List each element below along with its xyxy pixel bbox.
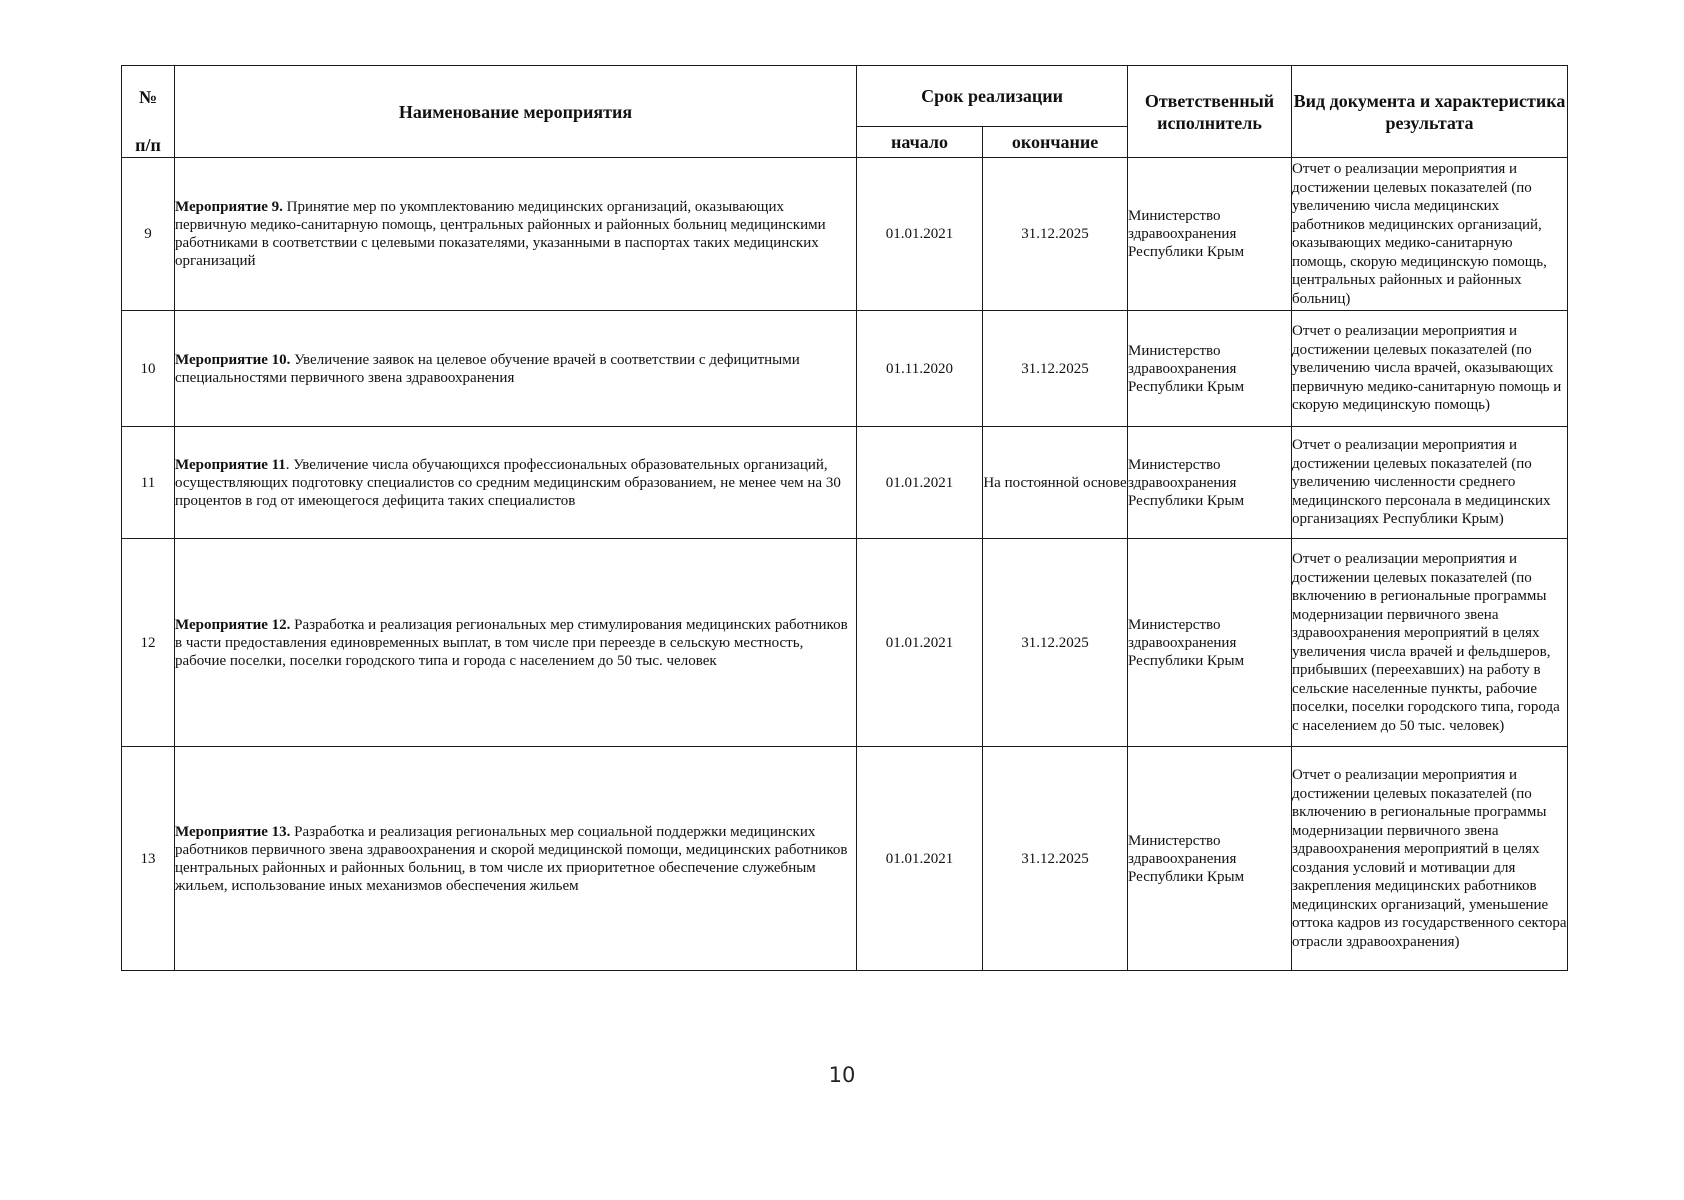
table-row bbox=[122, 747, 1568, 971]
table-row bbox=[122, 311, 1568, 427]
table-row bbox=[122, 539, 1568, 747]
activity-description bbox=[175, 158, 857, 311]
result-description: Отчет о реализации мероприятия и достижении целевых показателей (по увеличению числа врачей, оказывающих первичную медико-санитарную помощь и скорую медицинскую помощь) bbox=[1292, 311, 1568, 427]
executor: Министерство здравоохранения Республики Крым bbox=[1128, 747, 1292, 971]
result-description: Отчет о реализации мероприятия и достижении целевых показателей (по включению в региональные программы модернизации первичного звена здравоохранения мероприятий в целях создания условий и мотивации для закрепления медицинских работников медицинских организаций, уменьшение оттока кадров из государственного сектора отрасли здравоохранения) bbox=[1292, 747, 1568, 971]
row-number: 12 bbox=[122, 539, 175, 747]
activity-text: . Увеличение числа обучающихся профессиональных образовательных организаций, осуществляющих подготовку специалистов со средним медицинским образованием, не менее чем на 30 процентов в год от имеющегося дефицита таких специалистов bbox=[175, 456, 841, 509]
activity-description bbox=[175, 427, 857, 539]
activities-table bbox=[121, 65, 1568, 971]
activity-title: Мероприятие 13. bbox=[175, 823, 291, 840]
header-start: начало bbox=[857, 127, 983, 158]
page-number: 10 bbox=[828, 1063, 856, 1087]
header-result: Вид документа и характеристика результата bbox=[1292, 66, 1568, 158]
header-end: окончание bbox=[983, 127, 1128, 158]
result-description: Отчет о реализации мероприятия и достижении целевых показателей (по увеличению численности среднего медицинского персонала в медицинских организациях Республики Крым) bbox=[1292, 427, 1568, 539]
result-description: Отчет о реализации мероприятия и достижении целевых показателей (по включению в региональные программы модернизации первичного звена здравоохранения мероприятий в целях увеличения числа врачей и фельдшеров, прибывших (переехавших) на работу в сельские населенные пункты, рабочие поселки, поселки городского типа, города с населением до 50 тыс. человек) bbox=[1292, 539, 1568, 747]
activity-description bbox=[175, 539, 857, 747]
start-date: 01.01.2021 bbox=[857, 539, 983, 747]
executor: Министерство здравоохранения Республики Крым bbox=[1128, 158, 1292, 311]
activity-text: Увеличение заявок на целевое обучение врачей в соответствии с дефицитными специальностями первичного звена здравоохранения bbox=[175, 351, 800, 386]
executor: Министерство здравоохранения Республики Крым bbox=[1128, 539, 1292, 747]
row-number: 11 bbox=[122, 427, 175, 539]
end-date: 31.12.2025 bbox=[983, 539, 1128, 747]
start-date: 01.01.2021 bbox=[857, 747, 983, 971]
end-date: На постоянной основе bbox=[983, 427, 1128, 539]
table-row bbox=[122, 158, 1568, 311]
header-number-symbol: № bbox=[138, 86, 158, 107]
executor: Министерство здравоохранения Республики Крым bbox=[1128, 311, 1292, 427]
header-period: Срок реализации bbox=[857, 66, 1128, 127]
header-number-abbrev: п/п bbox=[135, 134, 161, 155]
activity-text: Разработка и реализация региональных мер стимулирования медицинских работников в части предоставления единовременных выплат, в том числе при переезде в сельскую местность, рабочие поселки, поселки городского типа и города с населением до 50 тыс. человек bbox=[175, 616, 848, 669]
row-number: 9 bbox=[122, 158, 175, 311]
end-date: 31.12.2025 bbox=[983, 311, 1128, 427]
activity-description bbox=[175, 747, 857, 971]
start-date: 01.11.2020 bbox=[857, 311, 983, 427]
row-number: 13 bbox=[122, 747, 175, 971]
result-description: Отчет о реализации мероприятия и достижении целевых показателей (по увеличению числа медицинских работников медицинских организаций, оказывающих медико-санитарную помощь, скорую медицинскую помощь, центральных районных и районных больниц) bbox=[1292, 158, 1568, 311]
activity-description bbox=[175, 311, 857, 427]
row-number: 10 bbox=[122, 311, 175, 427]
activity-title: Мероприятие 10. bbox=[175, 351, 291, 368]
table-row bbox=[122, 427, 1568, 539]
activity-title: Мероприятие 12. bbox=[175, 616, 291, 633]
start-date: 01.01.2021 bbox=[857, 427, 983, 539]
activity-title: Мероприятие 9. bbox=[175, 199, 283, 215]
header-executor: Ответственный исполнитель bbox=[1128, 66, 1292, 158]
activity-title: Мероприятие 11 bbox=[175, 456, 286, 473]
table-header bbox=[122, 66, 1568, 158]
table-body bbox=[122, 158, 1568, 971]
activity-text: Принятие мер по укомплектованию медицинских организаций, оказывающих первичную медико-санитарную помощь, центральных районных и районных больниц медицинскими работниками в соответствии с целевыми показателями, указанными в паспортах таких медицинских организаций bbox=[175, 199, 826, 269]
end-date: 31.12.2025 bbox=[983, 747, 1128, 971]
end-date: 31.12.2025 bbox=[983, 158, 1128, 311]
header-activity-name: Наименование мероприятия bbox=[175, 66, 857, 158]
executor: Министерство здравоохранения Республики Крым bbox=[1128, 427, 1292, 539]
header-number bbox=[122, 66, 175, 158]
start-date: 01.01.2021 bbox=[857, 158, 983, 311]
activity-text: Разработка и реализация региональных мер социальной поддержки медицинских работников первичного звена здравоохранения и скорой медицинской помощи, медицинских работников центральных районных и районных больниц, в том числе их приоритетное обеспечение служебным жильем, использование иных механизмов обеспечения жильем bbox=[175, 823, 848, 894]
